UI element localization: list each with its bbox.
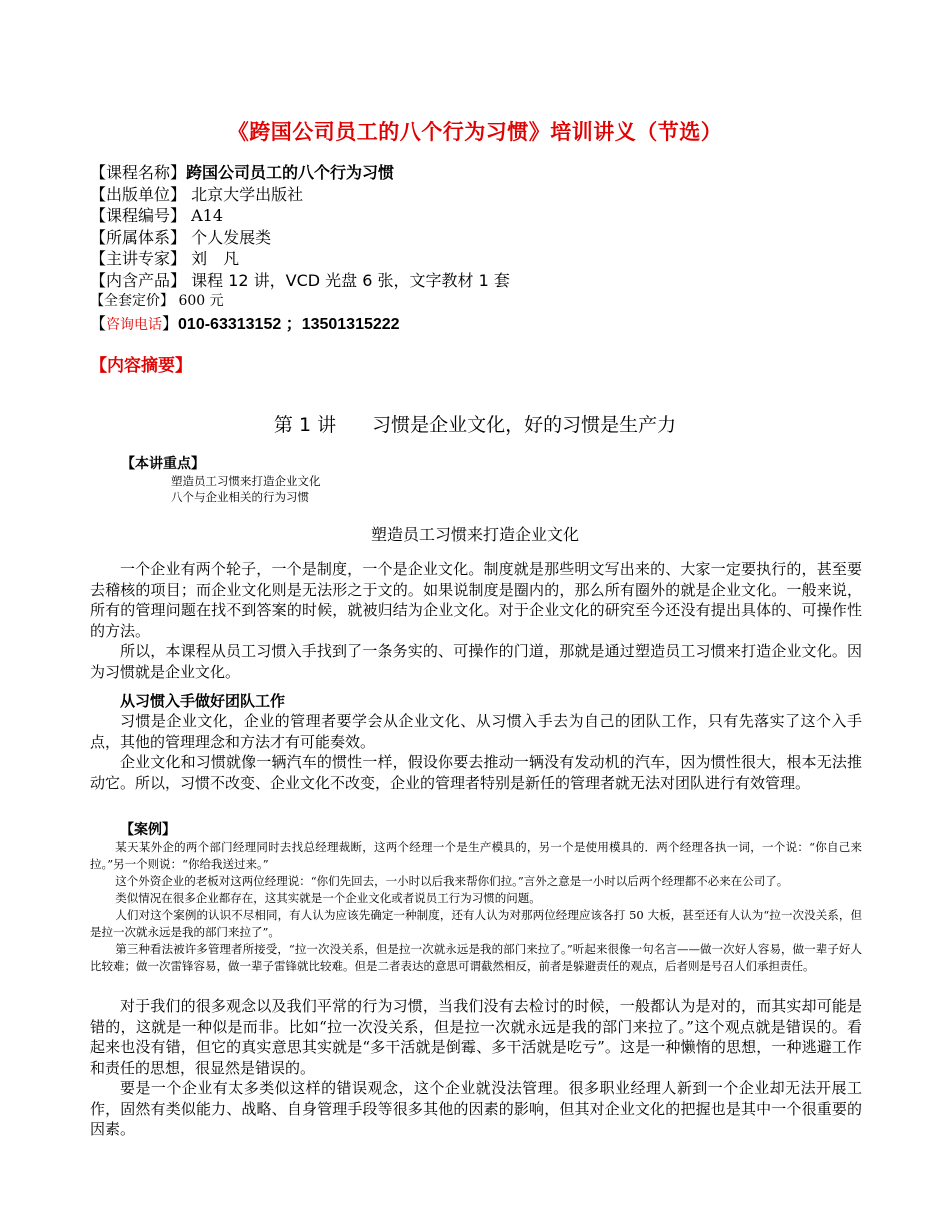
expert-label: 【主讲专家】 (90, 249, 187, 268)
price-label: 【全套定价】 (90, 293, 174, 309)
case-paragraph: 这个外资企业的老板对这两位经理说：“你们先回去，一小时以后我来帮你们拉。”言外之意是一小时以后两个经理都不必来在公司了。 (115, 874, 789, 888)
case-section (90, 821, 862, 975)
product-value: 课程 12 讲，VCD 光盘 6 张，文字教材 1 套 (186, 270, 510, 290)
key-point-item: 塑造员工习惯来打造企业文化 (171, 474, 321, 488)
summary-heading: 【内容摘要】 (90, 356, 192, 376)
key-points-heading: 【本讲重点】 (121, 456, 205, 472)
case-heading: 【案例】 (120, 822, 176, 838)
expert-value: 刘 凡 (186, 249, 240, 268)
system-label: 【所属体系】 (90, 227, 187, 247)
phone-value: 010-63313152 ；13501315222 (178, 315, 400, 333)
paragraph: 企业文化和习惯就像一辆汽车的惯性一样，假设你要去推动一辆没有发动机的汽车，因为惯性很大，根本无法推动它。所以，习惯不改变、企业文化不改变，企业的管理者特别是新任的管理者就无法对团队进行有效管理。 (90, 753, 862, 792)
case-paragraph: 人们对这个案例的认识不尽相同，有人认为应该先确定一种制度，还有人认为对那两位经理应该各打 50 大板，甚至还有人认为“拉一次没关系，但是拉一次就永远是我的部门来拉了”。 (90, 908, 862, 939)
case-paragraph: 类似情况在很多企业都存在，这其实就是一个企业文化或者说员工行为习惯的问题。 (115, 891, 541, 905)
case-paragraph: 第三种看法被许多管理者所接受，“拉一次没关系，但是拉一次就永远是我的部门来拉了。”听起来很像一句名言——做一次好人容易，做一辈子好人比较难；做一次雷锋容易，做一辈子雷锋就比较难。但是二者表达的意思可谓截然相反，前者是躲避责任的观点，后者则是号召人们承担责任。 (90, 942, 862, 973)
publisher-label: 【出版单位】 (90, 184, 187, 204)
phone-label-close: 】 (162, 313, 179, 333)
key-point-item: 八个与企业相关的行为习惯 (171, 490, 309, 504)
subsection-title: 从习惯入手做好团队工作 (120, 692, 286, 710)
paragraph: 习惯是企业文化，企业的管理者要学会从企业文化、从习惯入手去为自己的团队工作，只有先落实了这个入手点，其他的管理理念和方法才有可能奏效。 (90, 712, 862, 751)
paragraph: 要是一个企业有太多类似这样的错误观念，这个企业就没法管理。很多职业经理人新到一个企业却无法开展工作，固然有类似能力、战略、自身管理手段等很多其他的因素的影响，但其对企业文化的把握也是其中一个很重要的因素。 (90, 1079, 862, 1138)
section-title: 塑造员工习惯来打造企业文化 (370, 525, 579, 544)
conclusion-paragraphs (90, 996, 862, 1140)
price-row (90, 291, 890, 313)
price-value: 600 元 (174, 293, 224, 309)
course-info (90, 162, 890, 336)
course-name-row (90, 162, 890, 184)
product-row (90, 270, 890, 292)
course-name-value: 跨国公司员工的八个行为习惯 (186, 163, 395, 182)
paragraph: 所以，本课程从员工习惯入手找到了一条务实的、可操作的门道，那就是通过塑造员工习惯来打造企业文化。因为习惯就是企业文化。 (90, 642, 862, 681)
course-code-row (90, 205, 890, 227)
paragraph: 对于我们的很多观念以及我们平常的行为习惯，当我们没有去检讨的时候，一般都认为是对的，而其实却可能是错的，这就是一种似是而非。比如“拉一次没关系，但是拉一次就永远是我的部门来拉了。”这个观点就是错误的。看起来也没有错，但它的真实意思其实就是“多干活就是倒霉、多干活就是吃亏”。这是一种懒惰的思想，一种逃避工作和责任的思想，很显然是错误的。 (90, 997, 862, 1077)
phone-row (90, 313, 890, 337)
intro-paragraphs (90, 559, 862, 682)
course-code-value: A14 (186, 206, 224, 225)
case-paragraph: 某天某外企的两个部门经理同时去找总经理裁断，这两个经理一个是生产模具的，另一个是使用模具的．两个经理各执一词，一个说：“你自己来拉。”另一个则说：“你给我送过来。” (90, 840, 862, 871)
key-points (121, 453, 321, 505)
expert-row (90, 248, 890, 270)
paragraph: 一个企业有两个轮子，一个是制度，一个是企业文化。制度就是那些明文写出来的、大家一定要执行的，甚至要去稽核的项目；而企业文化则是无法形之于文的。如果说制度是圈内的，那么所有圈外的就是企业文化。一般来说，所有的管理问题在找不到答案的时候，就被归结为企业文化。对于企业文化的研究至今还没有提出具体的、可操作性的方法。 (90, 560, 862, 640)
document-title: 《跨国公司员工的八个行为习惯》培训讲义（节选） (227, 120, 723, 144)
phone-label: 咨询电话 (106, 316, 163, 333)
course-name-label: 【课程名称】 (90, 163, 187, 182)
product-label: 【内含产品】 (90, 270, 187, 290)
teamwork-section (90, 691, 862, 793)
system-row (90, 227, 890, 249)
lecture-heading (0, 410, 950, 437)
system-value: 个人发展类 (186, 227, 272, 247)
publisher-row (90, 184, 890, 206)
publisher-value: 北京大学出版社 (186, 184, 304, 204)
course-code-label: 【课程编号】 (90, 206, 187, 225)
lecture-title: 习惯是企业文化，好的习惯是生产力 (372, 414, 677, 436)
phone-label-open: 【 (90, 313, 107, 333)
lecture-number: 第 1 讲 (273, 414, 337, 436)
